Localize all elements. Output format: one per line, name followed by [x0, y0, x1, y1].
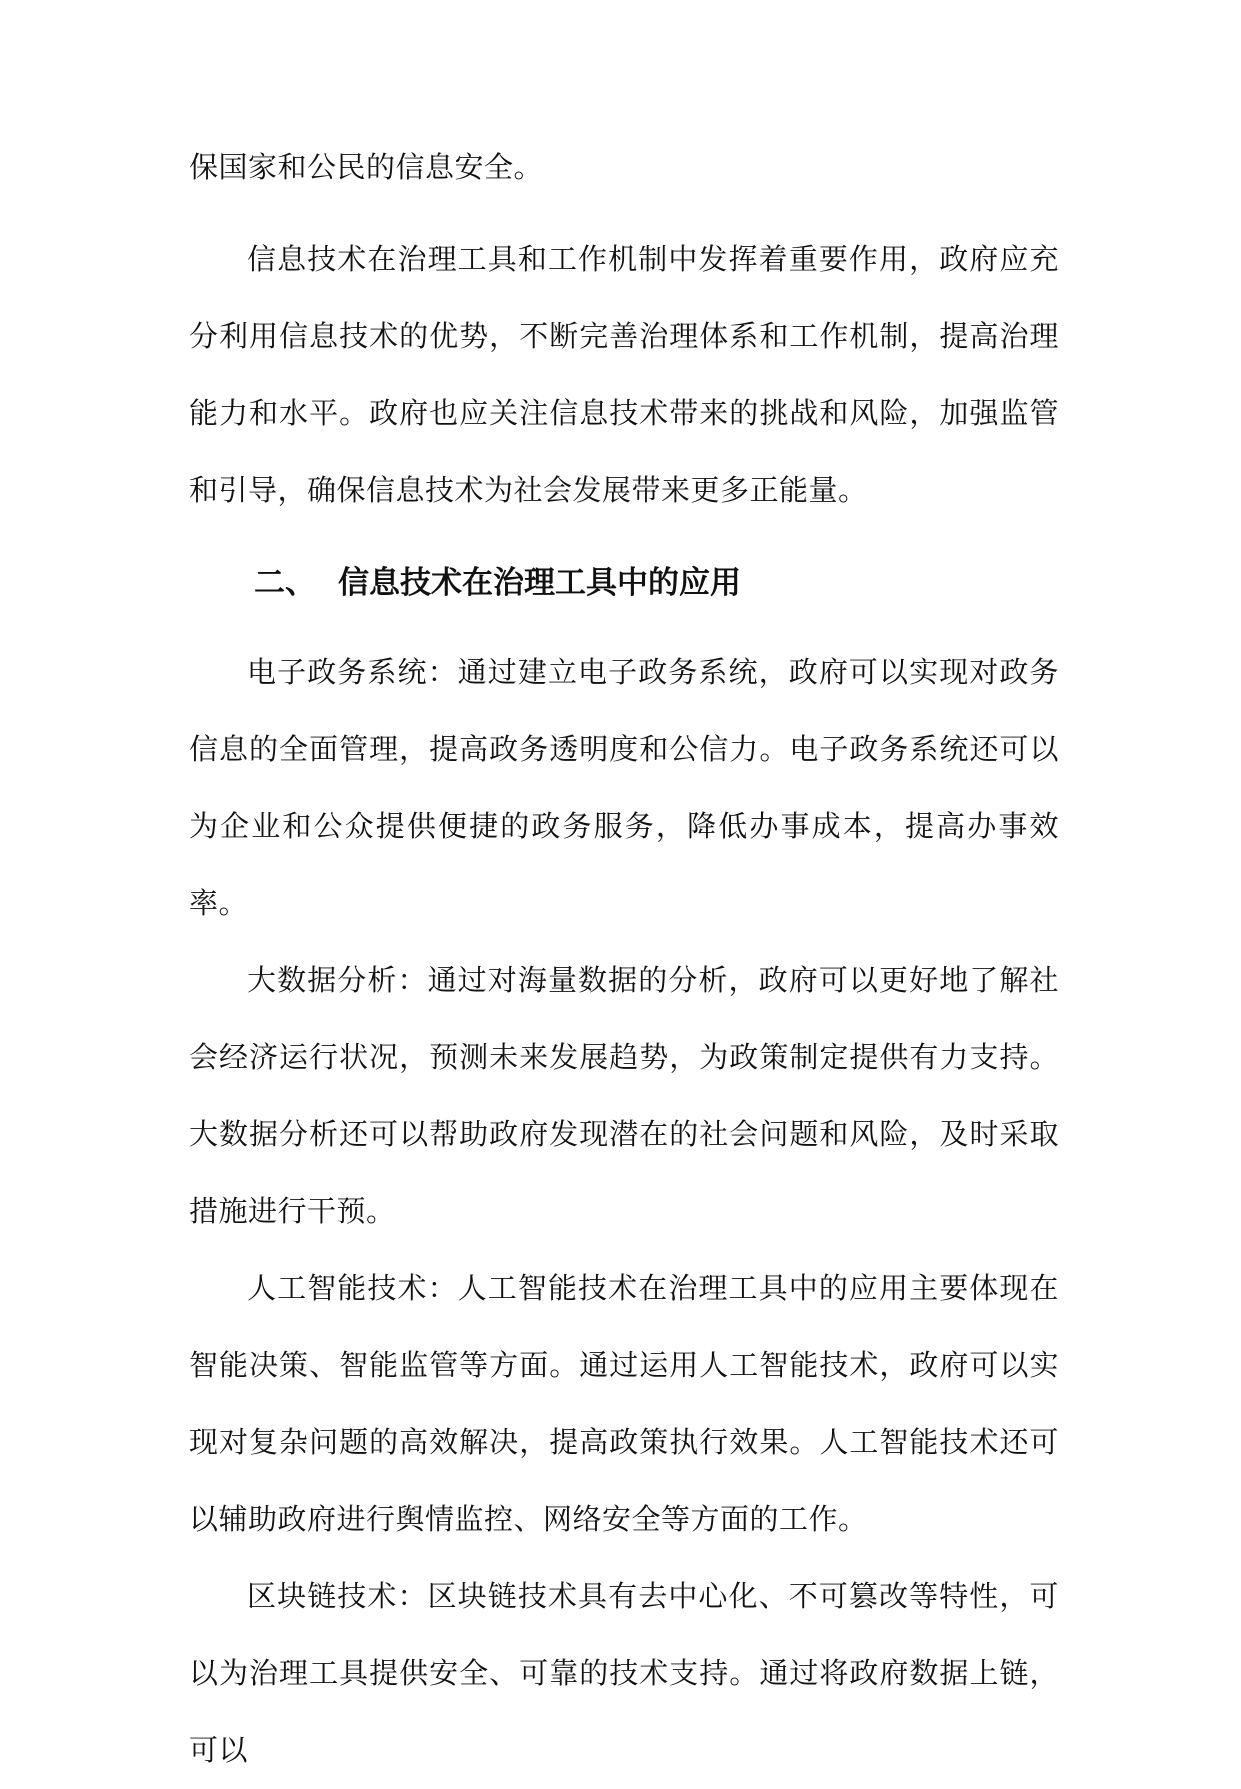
paragraph-blockchain: 区块链技术：区块链技术具有去中心化、不可篡改等特性，可以为治理工具提供安全、可靠的技术支持。通过将政府数据上链，可以: [189, 1579, 1059, 1767]
paragraph-ai: 人工智能技术：人工智能技术在治理工具中的应用主要体现在智能决策、智能监管等方面。通过运用人工智能技术，政府可以实现对复杂问题的高效解决，提高政策执行效果。人工智能技术还可以辅助政府进行舆情监控、网络安全等方面的工作。: [189, 1271, 1059, 1536]
section-heading: [254, 553, 741, 613]
paragraph-big-data: 大数据分析：通过对海量数据的分析，政府可以更好地了解社会经济运行状况，预测未来发展趋势，为政策制定提供有力支持。大数据分析还可以帮助政府发现潜在的社会问题和风险，及时采取措施进行干预。: [189, 963, 1059, 1228]
summary-paragraph: 信息技术在治理工具和工作机制中发挥着重要作用，政府应充分利用信息技术的优势，不断完善治理体系和工作机制，提高治理能力和水平。政府也应关注信息技术带来的挑战和风险，加强监管和引导，确保信息技术为社会发展带来更多正能量。: [189, 242, 1059, 507]
section-title: 信息技术在治理工具中的应用: [338, 565, 741, 601]
section-text-block: [189, 634, 1059, 1789]
continuation-paragraph: 保国家和公民的信息安全。: [189, 150, 544, 184]
top-text-block: [189, 129, 1059, 529]
section-number: 二、: [254, 565, 316, 601]
paragraph-e-government: 电子政务系统：通过建立电子政务系统，政府可以实现对政务信息的全面管理，提高政务透明度和公信力。电子政务系统还可以为企业和公众提供便捷的政务服务，降低办事成本，提高办事效率。: [189, 655, 1059, 920]
